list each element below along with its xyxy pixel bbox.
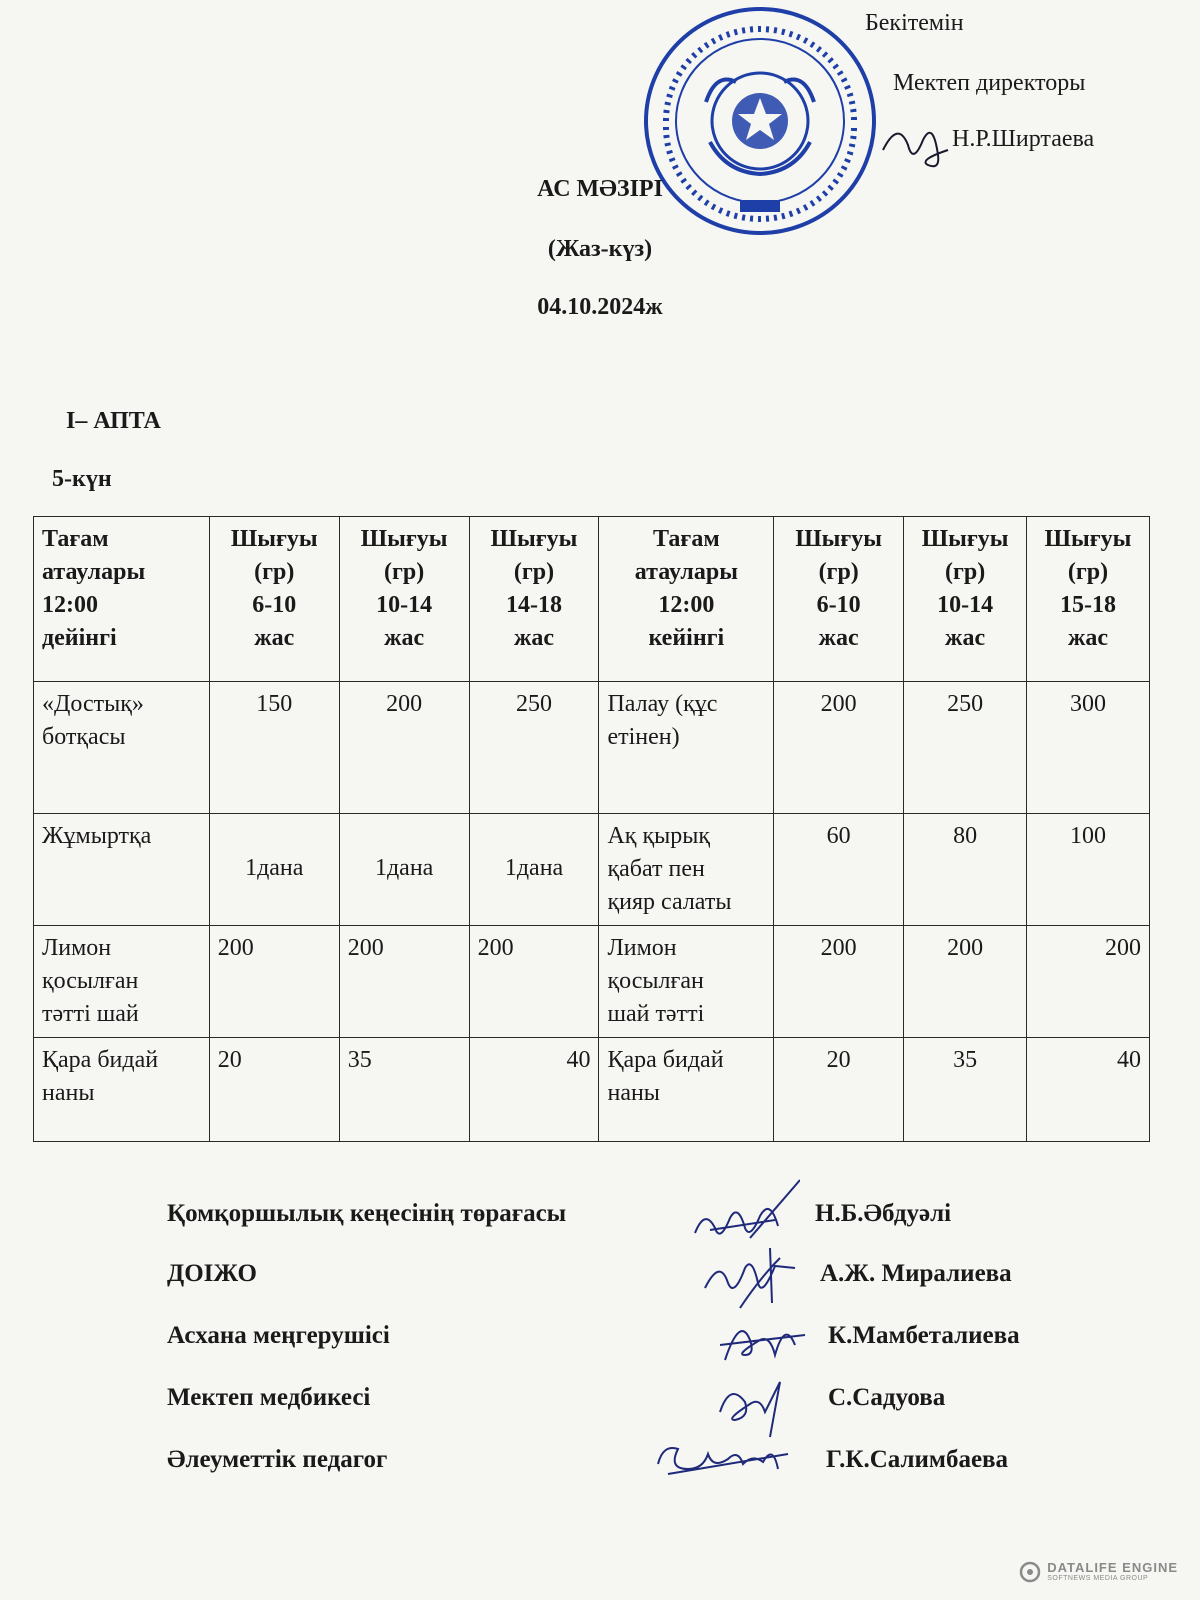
value-cell: 100	[1027, 814, 1150, 926]
signature-name: Н.Б.Әбдуәлі	[815, 1200, 952, 1227]
header-dish-after: Тағам атаулары 12:00 кейінгі	[599, 517, 774, 682]
page-title: АС МӘЗІРІ	[537, 176, 663, 202]
signature-name: С.Садуова	[828, 1384, 946, 1411]
menu-table	[33, 516, 1150, 1142]
header-after-15-18: Шығуы (гр) 15-18 жас	[1027, 517, 1150, 682]
value-cell: 200	[1027, 926, 1150, 1038]
signature-role: Әлеуметтік педагог	[167, 1446, 388, 1473]
value-cell: 250	[469, 682, 599, 814]
header-before-6-10: Шығуы (гр) 6-10 жас	[209, 517, 339, 682]
director-signature	[878, 110, 958, 180]
table-row	[34, 814, 1150, 926]
value-cell: 200	[904, 926, 1027, 1038]
header-dish-before: Тағам атаулары 12:00 дейінгі	[34, 517, 210, 682]
value-cell: 35	[904, 1038, 1027, 1142]
signature-row	[0, 1200, 1200, 1240]
table-row	[34, 1038, 1150, 1142]
header-before-10-14: Шығуы (гр) 10-14 жас	[339, 517, 469, 682]
datalife-logo-icon	[1019, 1561, 1041, 1583]
value-cell: 200	[339, 926, 469, 1038]
table-header-row	[34, 517, 1150, 682]
dish-after-cell: Ақ қырық қабат пен қияр салаты	[599, 814, 774, 926]
dish-before-cell: Лимон қосылған тәтті шай	[34, 926, 210, 1038]
value-cell: 200	[209, 926, 339, 1038]
header-before-14-18: Шығуы (гр) 14-18 жас	[469, 517, 599, 682]
dish-before-cell: «Достық» ботқасы	[34, 682, 210, 814]
signature-role: Асхана меңгерушісі	[167, 1322, 390, 1349]
signature-row	[0, 1260, 1200, 1300]
value-cell: 40	[469, 1038, 599, 1142]
value-cell: 60	[774, 814, 904, 926]
approval-line-2: Мектеп директоры	[893, 70, 1086, 96]
signature-role: ДОІЖО	[167, 1260, 257, 1287]
dish-before-cell: Қара бидай наны	[34, 1038, 210, 1142]
value-cell: 35	[339, 1038, 469, 1142]
value-cell: 200	[774, 926, 904, 1038]
signature-name: Г.К.Салимбаева	[826, 1446, 1009, 1473]
season-label: (Жаз-күз)	[547, 236, 653, 262]
watermark-sub: SOFTNEWS MEDIA GROUP	[1047, 1575, 1149, 1582]
value-cell: 1дана	[339, 814, 469, 926]
signature-row	[0, 1384, 1200, 1424]
official-stamp	[636, 2, 884, 240]
dish-after-cell: Палау (құс етінен)	[599, 682, 774, 814]
handwritten-signature	[648, 1424, 798, 1504]
value-cell: 20	[209, 1038, 339, 1142]
value-cell: 300	[1027, 682, 1150, 814]
value-cell: 200	[469, 926, 599, 1038]
day-label: 5-күн	[52, 466, 112, 492]
signature-name: К.Мамбеталиева	[828, 1322, 1020, 1349]
week-label: І– АПТА	[66, 408, 161, 434]
value-cell: 200	[339, 682, 469, 814]
value-cell: 20	[774, 1038, 904, 1142]
value-cell: 200	[774, 682, 904, 814]
dish-before-cell: Жұмыртқа	[34, 814, 210, 926]
menu-date: 04.10.2024ж	[537, 294, 663, 320]
signature-row	[0, 1446, 1200, 1486]
value-cell: 1дана	[209, 814, 339, 926]
value-cell: 150	[209, 682, 339, 814]
signature-name: А.Ж. Миралиева	[820, 1260, 1012, 1287]
dish-after-cell: Лимон қосылған шай тәтті	[599, 926, 774, 1038]
value-cell: 80	[904, 814, 1027, 926]
signature-row	[0, 1322, 1200, 1362]
value-cell: 1дана	[469, 814, 599, 926]
table-row	[34, 926, 1150, 1038]
signature-role: Мектеп медбикесі	[167, 1384, 371, 1411]
table-row	[34, 682, 1150, 814]
approval-line-1: Бекітемін	[865, 10, 964, 36]
signature-role: Қомқоршылық кеңесінің төрағасы	[167, 1200, 567, 1227]
value-cell: 40	[1027, 1038, 1150, 1142]
header-after-10-14: Шығуы (гр) 10-14 жас	[904, 517, 1027, 682]
header-after-6-10: Шығуы (гр) 6-10 жас	[774, 517, 904, 682]
dish-after-cell: Қара бидай наны	[599, 1038, 774, 1142]
watermark	[1047, 1560, 1178, 1582]
watermark-brand: DATALIFE ENGINE	[1047, 1560, 1178, 1575]
approval-line-3: Н.Р.Ширтаева	[952, 126, 1095, 152]
value-cell: 250	[904, 682, 1027, 814]
